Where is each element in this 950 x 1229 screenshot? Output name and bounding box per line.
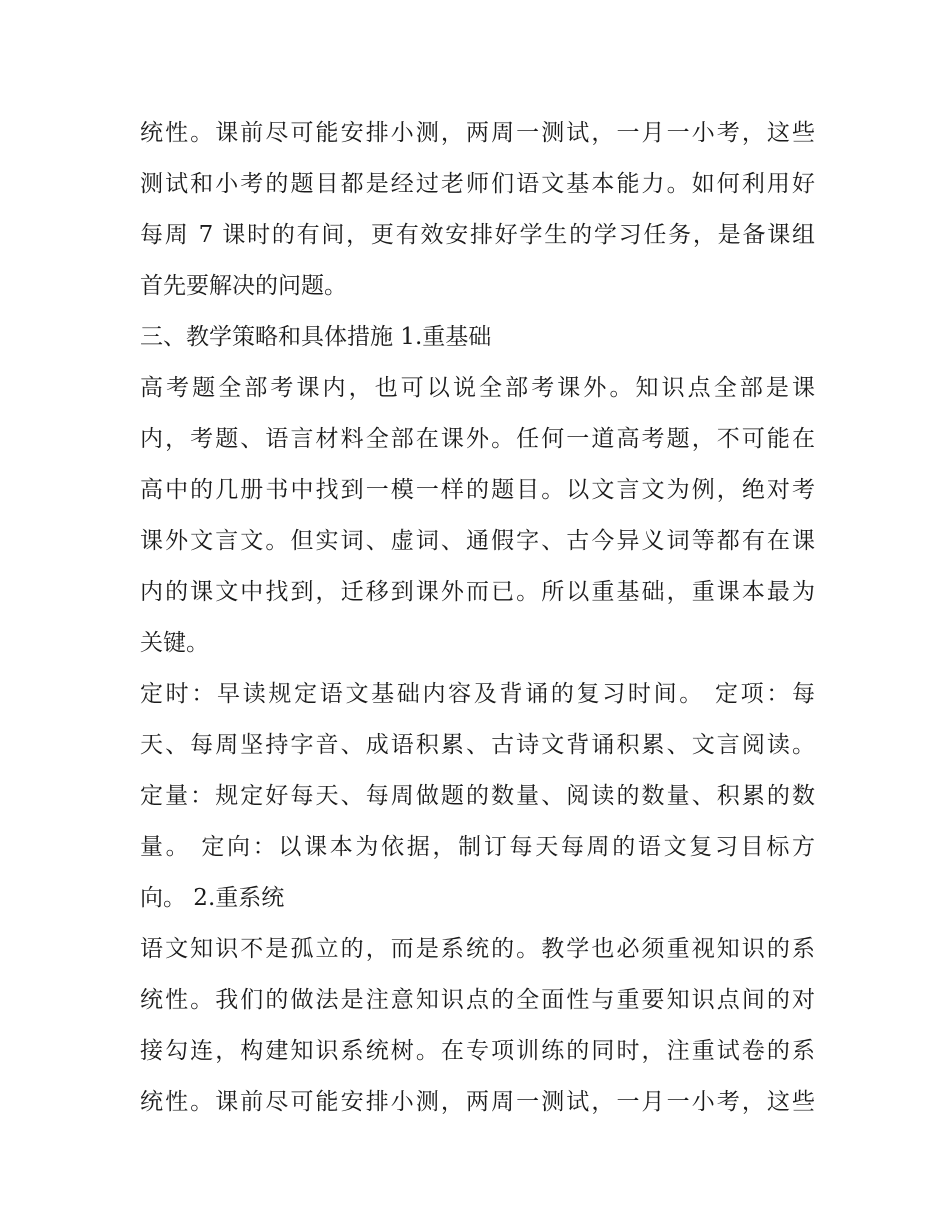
text-line: 内的课文中找到，迁移到课外而已。所以重基础，重课本最为 bbox=[140, 579, 815, 605]
text-line: 首先要解决的问题。 bbox=[140, 273, 347, 299]
text-line: 接勾连，构建知识系统树。在专项训练的同时，注重试卷的系 bbox=[140, 1038, 815, 1064]
text-line: 统性。课前尽可能安排小测，两周一测试，一月一小考，这些 bbox=[140, 1089, 815, 1115]
text-line: 统性。课前尽可能安排小测，两周一测试，一月一小考，这些 bbox=[140, 120, 815, 146]
text-line: 高中的几册书中找到一模一样的题目。以文言文为例，绝对考 bbox=[140, 477, 815, 503]
text-line: 内，考题、语言材料全部在课外。任何一道高考题，不可能在 bbox=[140, 426, 815, 452]
text-line: 关键。 bbox=[140, 630, 209, 656]
text-line: 定量：规定好每天、每周做题的数量、阅读的数量、积累的数 bbox=[140, 783, 815, 809]
text-line: 高考题全部考课内，也可以说全部考课外。知识点全部是课 bbox=[140, 375, 815, 401]
section-heading: 三、教学策略和具体措施 1.重基础 bbox=[140, 324, 492, 350]
text-line: 课外文言文。但实词、虚词、通假字、古今异义词等都有在课 bbox=[140, 528, 815, 554]
document-body bbox=[140, 108, 815, 1128]
text-line: 量。 定向：以课本为依据，制订每天每周的语文复习目标方 bbox=[140, 834, 815, 860]
text-line: 定时：早读规定语文基础内容及背诵的复习时间。 定项：每 bbox=[140, 681, 815, 707]
text-line: 测试和小考的题目都是经过老师们语文基本能力。如何利用好 bbox=[140, 171, 815, 197]
text-line: 每周 7 课时的有间，更有效安排好学生的学习任务，是备课组 bbox=[140, 222, 815, 248]
text-line: 天、每周坚持字音、成语积累、古诗文背诵积累、文言阅读。 bbox=[140, 732, 815, 758]
text-line: 向。 2.重系统 bbox=[140, 885, 285, 911]
text-line: 统性。我们的做法是注意知识点的全面性与重要知识点间的对 bbox=[140, 987, 815, 1013]
text-line: 语文知识不是孤立的，而是系统的。教学也必须重视知识的系 bbox=[140, 936, 815, 962]
